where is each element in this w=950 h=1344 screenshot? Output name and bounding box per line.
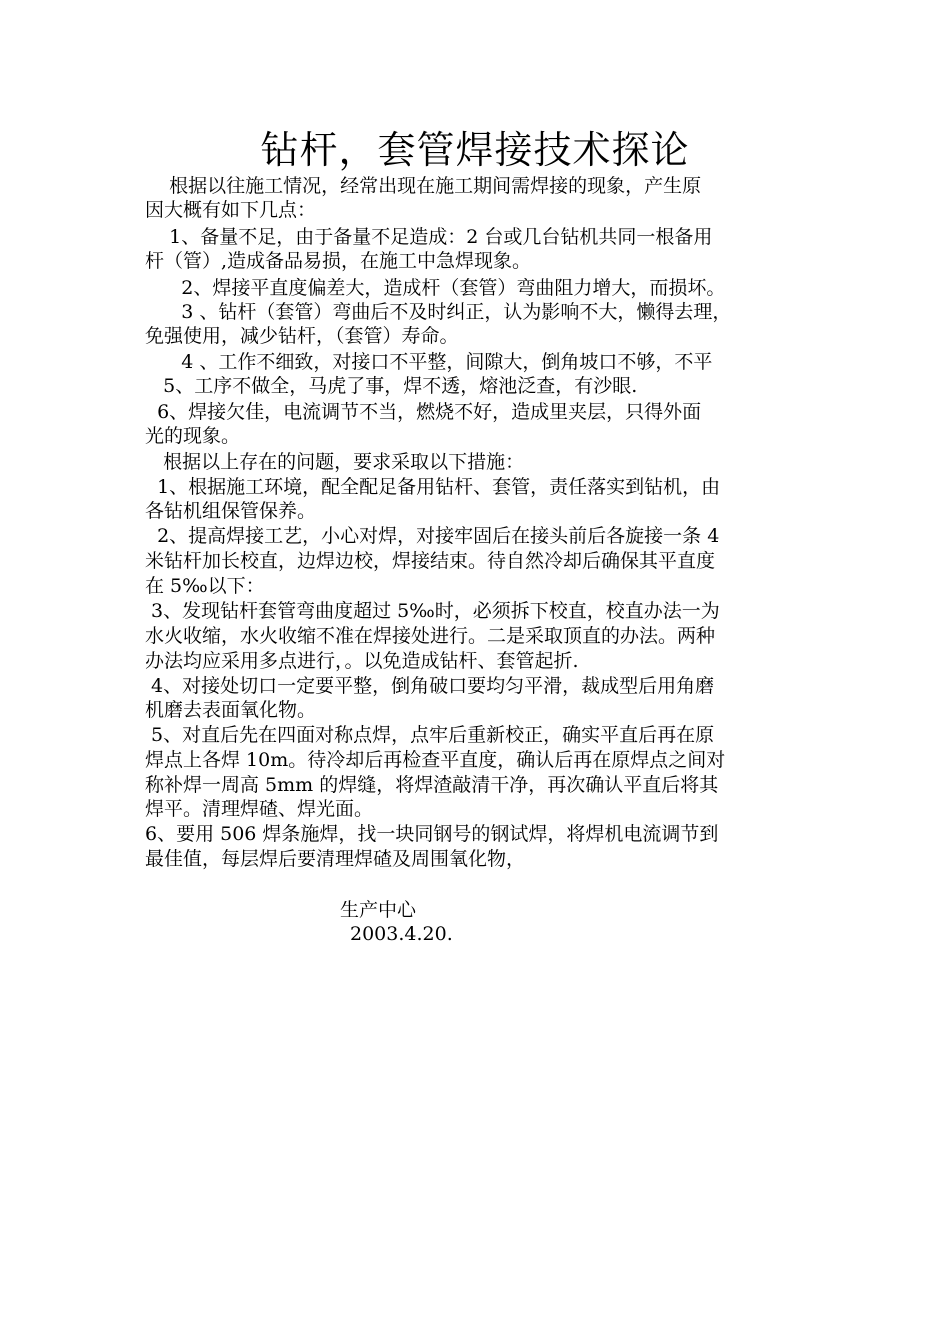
body-line: 6、焊接欠佳，电流调节不当，燃烧不好，造成里夹层，只得外面 [145, 401, 702, 423]
body-line: 4 、工作不细致，对接口不平整，间隙大，倒角坡口不够，不平 [145, 351, 713, 373]
body-line: 杆（管）,造成备品易损，在施工中急焊现象。 [145, 250, 532, 272]
body-line: 机磨去表面氧化物。 [145, 699, 317, 721]
body-line: 3 、钻杆（套管）弯曲后不及时纠正，认为影响不大，懒得去理， [145, 301, 732, 323]
body-line: 6、要用 506 焊条施焊，找一块同钢号的钢试焊，将焊机电流调节到 [145, 823, 719, 845]
body-line: 根据以往施工情况，经常出现在施工期间需焊接的现象，产生原 [145, 175, 702, 197]
body-line: 米钻杆加长校直，边焊边校，焊接结束。待自然冷却后确保其平直度 [145, 550, 716, 572]
body-line: 水火收缩，水火收缩不准在焊接处进行。二是采取顶直的办法。两种 [145, 625, 716, 647]
body-line: 光的现象。 [145, 425, 241, 447]
body-line: 5、工序不做全，马虎了事，焊不透，熔池泛查，有沙眼. [145, 375, 638, 397]
body-line: 5、对直后先在四面对称点焊，点牢后重新校正，确实平直后再在原 [145, 724, 715, 746]
signature-date: 2003.4.20. [350, 923, 453, 945]
body-line: 3、发现钻杆套管弯曲度超过 5‰时，必须拆下校直，校直办法一为 [145, 600, 720, 622]
body-line: 焊点上各焊 10m。待冷却后再检查平直度，确认后再在原焊点之间对 [145, 749, 726, 771]
body-line: 称补焊一周高 5mm 的焊缝，将焊渣敲清干净，再次确认平直后将其 [145, 774, 719, 796]
body-line: 1、根据施工环境，配全配足备用钻杆、套管，责任落实到钻机，由 [145, 476, 721, 498]
body-line: 4、对接处切口一定要平整，倒角破口要均匀平滑，裁成型后用角磨 [145, 675, 715, 697]
body-line: 2、提高焊接工艺，小心对焊，对接牢固后在接头前后各旋接一条 4 [145, 525, 720, 547]
signature-department: 生产中心 [340, 899, 417, 921]
body-line: 1、备量不足，由于备量不足造成：2 台或几台钻机共同一根备用 [145, 226, 713, 248]
body-line: 在 5‰以下： [145, 575, 265, 597]
body-line: 免强使用，减少钻杆，（套管）寿命。 [145, 325, 459, 347]
body-line: 因大概有如下几点： [145, 199, 317, 221]
body-line: 各钻机组保管保养。 [145, 500, 317, 522]
body-line: 2、焊接平直度偏差大，造成杆（套管）弯曲阻力增大，而损坏。 [145, 277, 726, 299]
document-title: 钻杆，套管焊接技术探论 [260, 128, 690, 172]
body-line: 焊平。清理焊碴、焊光面。 [145, 798, 374, 820]
body-line: 办法均应采用多点进行，。以免造成钻杆、套管起折. [145, 650, 579, 672]
body-line: 最佳值，每层焊后要清理焊碴及周围氧化物， [145, 848, 526, 870]
body-line: 根据以上存在的问题，要求采取以下措施： [145, 451, 525, 473]
